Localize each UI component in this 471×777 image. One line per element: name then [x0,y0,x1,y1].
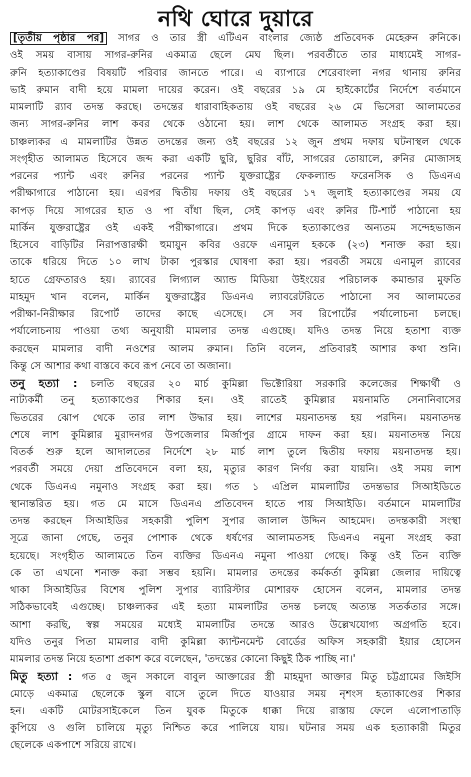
article-line: রুনি হত্যাকাণ্ডের বিষয়টি পরিবার জানতে পারে। এ ব্যাপারে শেরেবাংলা নগর থানায় রুনির [10,67,461,79]
continuation-label: [তৃতীয় পৃষ্ঠার পর] [10,32,107,45]
article-line: জন্য সাগর-রুনির লাশ কবর থেকে ওঠানো হয়। লাশ থেকে আলামত সংগ্রহ করা হয়। [10,119,461,131]
article-line: থাকা সিআইডির বিশেষ পুলিশ সুপার ব্যারিস্টার মোশারফ হোসেন বলেন, মামলার তদন্ত [10,585,461,596]
article-line: স্থানান্তরিত হয়। গত মে মাসে ডিএনএ প্রতিবেদন হাতে পায় সিআইডি। বর্তমানে মামলাটির [10,498,461,510]
article-line: হয়েছে। সংগৃহীত আলামতে তিন ব্যক্তির ডিএনএ নমুনা পাওয়া গেছে। কিন্তু ওই তিন ব্যক্তি [10,550,461,562]
article-line: পর্যালোচনায় পাওয়া তথ্য অনুযায়ী মামলার তদন্ত এগুচ্ছে। যদিও তদন্ত নিয়ে হতাশা ব্যক্ত [10,326,461,338]
section-tanu [10,375,461,668]
article-line: তদন্ত করছেন সিআইডির সহকারী পুলিশ সুপার জালাল উদ্দিন আহমেদ। তদন্তকারী সংস্থা [10,516,461,527]
article-line: হাতে গ্রেফতারও হয়। র‍্যাবের লিগ্যাল অ্যান্ড মিডিয়া উইংয়ের পরিচালক কমান্ডার মুফতি [10,274,461,286]
article-line: ভাই রুমান বাদী হয়ে মামলা দায়ের করেন। ওই বছরের ১৯ মে হাইকোর্টের নির্দেশে বর্তমানে [10,84,461,96]
article-line: ওই সময় বাসায় সাগর-রুনির একমাত্র ছেলে মেঘ ছিল। পরবর্তীতে তার মাধ্যমেই সাগর- [10,50,461,62]
article-line: হন। একটি মোটরসাইকেলে তিন যুবক মিতুকে ধাক্কা দিয়ে রাস্তায় ফেলে এলোপাতাড়ি [10,705,461,717]
article-line: মোড়ে একমাত্র ছেলেকে স্কুল বাসে তুলে দিতে যাওয়ার সময় নৃশংস হত্যাকাণ্ডের শিকার [10,688,461,700]
article-line: কিন্তু সে আশার কথা বাস্তবে কবে রূপ নেবে তা অজানা। [10,360,232,372]
section-sagar-runi [10,30,461,375]
headline: নথি ঘোরে দুয়ারে [157,7,314,32]
article-line: পরবর্তী সময়ে দেয়া প্রতিবেদনে বলা হয়, মৃত্যুর কারণ নির্ণয় করা যায়নি। ওই সময় লাশ [10,464,461,476]
subhead-mitu: মিতু হত্যা : [10,670,73,684]
article-line: মামলার তদন্ত নিয়ে হতাশা প্রকাশ করে বলেছেন, 'তদন্তের কোনো কিছুই ঠিক পাচ্ছি না।' [10,654,356,665]
article-line: কাপড় দিয়ে সাগরের হাত ও পা বাঁধা ছিল, সেই কাপড় এবং রুনির টি-শার্ট পাঠানো হয় [10,205,461,217]
article-line: মামলাটি র‍্যাব তদন্ত করছে। তদন্তের ধারাবাহিকতায় ওই বছরের ২৬ মে ভিসেরা আলামতের [10,102,461,113]
article-line: চাঞ্চল্যকর এ মামলাটির উন্নত তদন্তের জন্য ওই বছরের ১২ জুন প্রথম দফায় ঘটনাস্থল থেকে [10,136,461,148]
article-line: তনু হত্যা : চলতি বছরের ২০ মার্চ কুমিল্লা ভিক্টোরিয়া সরকারি কলেজের শিক্ষার্থী ও [10,377,461,390]
article-line: ছেলেকে একপাশে সরিয়ে রাখে। [10,740,137,752]
article-line: যদিও তনুর পিতা মামলার বাদী কুমিল্লা ক্যান্টনমেন্ট বোর্ডের অফিস সহকারী ইয়ার হোসেন [10,636,461,648]
article-line: সংগৃহীত আলামত হিসেবে জব্দ করা একটি ছুরি, ছুরির বাঁট, সাগরের তোয়ালে, রুনির মোজাসহ [10,153,461,165]
article-line: শেষে লাশ কুমিল্লার মুরাদনগর উপজেলার মির্জাপুর গ্রামে দাফন করা হয়। ময়নাতদন্ত নিয়ে [10,429,461,441]
article-line: তাকে ধরিয়ে দিতে ১০ লাখ টাকা পুরস্কার ঘোষণা করা হয়। পরবর্তী সময়ে এনামুল র‍্যাবের [10,257,461,269]
article-line: পরীক্ষাগারে পাঠানো হয়। এরপর দ্বিতীয় দফায় ওই বছরের ১৭ জুলাই হত্যাকাণ্ডের সময় যে [10,188,461,200]
subhead-tanu: তনু হত্যা : [10,377,78,390]
article-line: কে তা এখনো শনাক্ত করা সম্ভব হয়নি। মামলার তদন্তের কর্মকর্তা কুমিল্লা জেলার দায়িত্বে [10,567,461,579]
article-line: বিতর্ক শুরু হলে আদালতের নির্দেশে ২৮ মার্চ লাশ তুলে দ্বিতীয় দফায় ময়নাতদন্ত হয়। [10,447,461,458]
article-line: নাট্যকর্মী তনু হত্যাকাণ্ডের শিকার হন। ওই রাতেই কুমিল্লার ময়নামতি সেনানিবাসের [10,395,461,407]
article-line: ভিতরের ঝোপ থেকে তার লাশ উদ্ধার হয়। লাশের ময়নাতদন্ত হয় পরদিন। ময়নাতদন্ত [10,412,461,424]
article-line: করছেন মামলার বাদী নওশের আলম রুমান। তিনি বলেন, প্রতিবারই আশার কথা শুনি। [10,343,461,355]
article-line: মাহমুদ খান বলেন, মার্কিন যুক্তরাষ্ট্রের ডিএনএ ল্যাবরেটরিতে পাঠানো সব আলামতের [10,291,461,303]
article-line: পরনের প্যান্ট এবং রুনির পরনের প্যান্ট যুক্তরাষ্ট্রের ফেকল্যান্ড ফরেনসিক ও ডিএনএ [10,171,461,182]
article-line: আশা করছি, স্বল্প সময়ের মধ্যেই মামলাটির তদন্তে আরও উল্লেখযোগ্য অগ্রগতি হবে। [10,619,461,631]
article-body [10,30,461,755]
section-mitu [10,668,461,754]
article-line: সূত্রে জানা গেছে, তনুর পোশাক থেকে ধর্ষণের আলামতসহ ডিএনএ নমুনা সংগ্রহ করা [10,533,461,545]
article-line: মিতু হত্যা : গত ৫ জুন সকালে বাবুল আক্তারের স্ত্রী মাহমুদা আক্তার মিতু চট্টগ্রামের জিইসি [10,670,461,684]
article-line: থেকে ডিএনএ নমুনাও সংগ্রহ করা হয়। গত ১ এপ্রিল মামলাটির তদন্তভার সিআইডিতে [10,481,461,493]
article-line: পরীক্ষা-নিরীক্ষার রিপোর্ট তাদের কাছে এসেছে। সে সব রিপোর্টের পর্যালোচনা চলছে। [10,309,461,320]
article-line: কুপিয়ে ও গুলি চালিয়ে মৃত্যু নিশ্চিত করে পালিয়ে যায়। ঘটনার সময় এক হত্যাকারী মিতুর [10,723,461,734]
article-line: সঠিকভাবেই এগুচ্ছে। চাঞ্চল্যকর এই হত্যা মামলাটির তদন্ত চলছে অত্যন্ত সতর্কতার সঙ্গে। [10,602,461,614]
article-line: হিসেবে বাড়িটির নিরাপত্তারক্ষী হুমায়ুন কবির ওরফে এনামুল হককে (২৩) শনাক্ত করা হয়। [10,240,461,251]
article-line: [তৃতীয় পৃষ্ঠার পর] সাগর ও তার স্ত্রী এটিএন বাংলার জ্যেষ্ঠ প্রতিবেদক মেহেরুন রুনিকে। [10,30,461,47]
article-line: মার্কিন যুক্তরাষ্ট্রের ওই একই পরীক্ষাগারে। প্রথম দিকে হত্যাকাণ্ডের অন্যতম সন্দেহভাজন [10,222,461,234]
